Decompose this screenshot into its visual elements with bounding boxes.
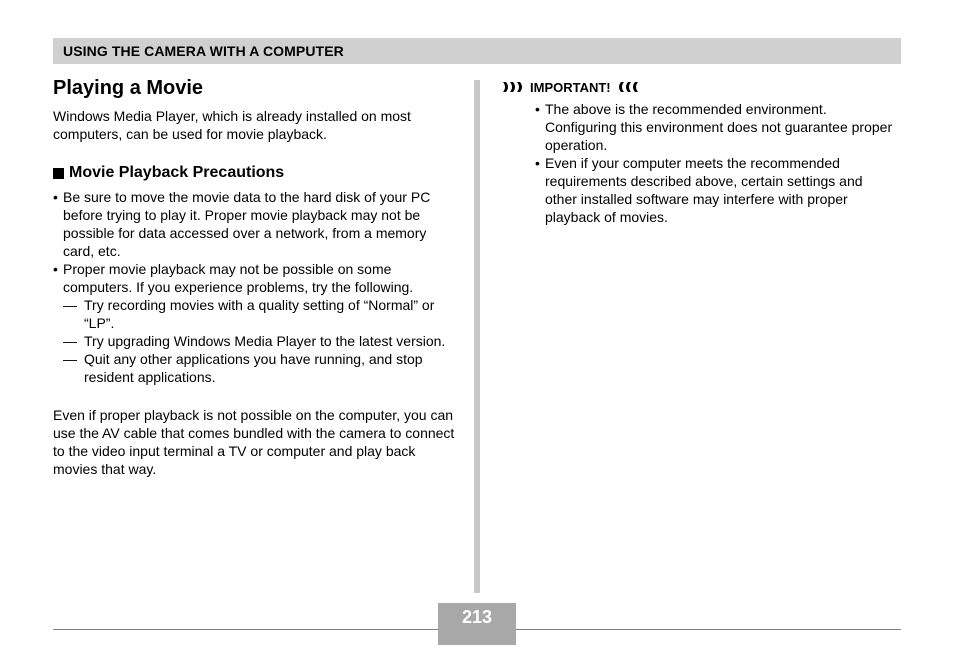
bullet-mark: • [53, 261, 58, 277]
list-item [535, 154, 898, 226]
sub-list-item-text: Quit any other applications you have running, and stop resident applications. [84, 351, 423, 385]
section-header-bar [53, 38, 901, 64]
important-marker-left-icon [616, 81, 638, 93]
sub-list-item [53, 296, 458, 332]
sub-list-item-text: Try recording movies with a quality setting of “Normal” or “LP”. [84, 297, 435, 331]
dash-mark: — [63, 333, 77, 349]
column-divider [474, 80, 480, 593]
section-header-title: USING THE CAMERA WITH A COMPUTER [63, 43, 344, 59]
sub-list-item [53, 350, 458, 386]
list-item-text: Be sure to move the movie data to the hard disk of your PC before trying to play it. Proper movie playback may not be possible for data accessed over a network, from a memory card, etc. [63, 189, 431, 259]
list-item [535, 100, 898, 154]
precautions-list [53, 188, 458, 386]
list-item-text: Proper movie playback may not be possible on some computers. If you experience problems, try the following. [63, 261, 414, 295]
page-number-box [438, 603, 516, 645]
sub-list-item-text: Try upgrading Windows Media Player to the latest version. [84, 333, 446, 349]
list-item [53, 188, 458, 260]
intro-paragraph: Windows Media Player, which is already installed on most computers, can be used for movie playback. [53, 108, 411, 142]
important-column [503, 78, 898, 226]
important-heading [503, 78, 898, 96]
precautions-heading-text: Movie Playback Precautions [69, 164, 285, 181]
important-marker-right-icon [503, 81, 525, 93]
page-title: Playing a Movie [53, 77, 204, 99]
bullet-mark: • [53, 189, 58, 205]
black-square-icon [53, 168, 64, 179]
bullet-mark: • [535, 101, 540, 117]
list-item-text: The above is the recommended environment. Configuring this environment does not guarantee proper operation. [545, 101, 893, 153]
sub-list-item [53, 332, 458, 350]
important-list [503, 100, 898, 226]
list-item-text: Even if your computer meets the recommended requirements described above, certain settings and other installed software may interfere with proper playback of movies. [545, 155, 863, 225]
precautions-heading [53, 163, 458, 183]
dash-mark: — [63, 351, 77, 367]
closing-paragraph: Even if proper playback is not possible on the computer, you can use the AV cable that comes bundled with the camera to connect to the video input terminal a TV or computer and play back movies that way. [53, 407, 455, 477]
bullet-mark: • [535, 155, 540, 171]
list-item [53, 260, 458, 296]
important-label: IMPORTANT! [530, 79, 611, 95]
page-number: 213 [461, 607, 493, 627]
main-column [53, 76, 458, 478]
dash-mark: — [63, 297, 77, 313]
